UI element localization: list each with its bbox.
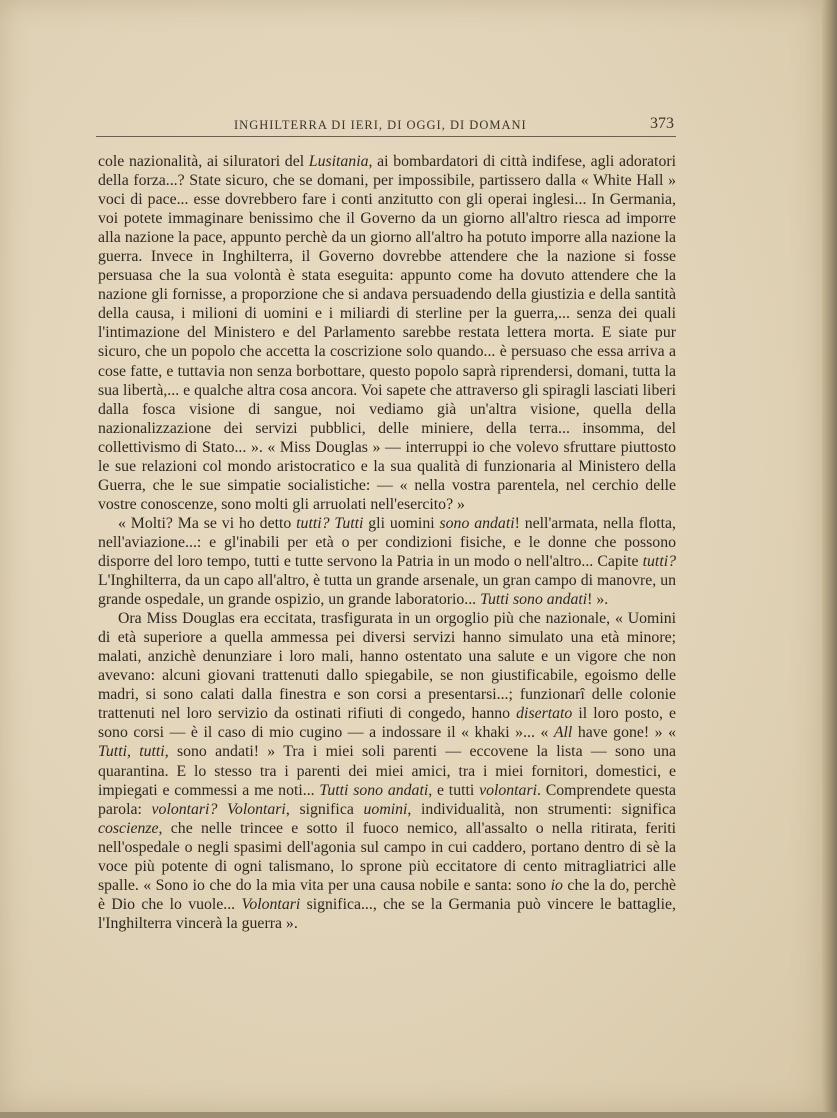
text-run: ! ». (587, 591, 609, 609)
text-run: L'Inghilterra, da un capo all'altro, è tutta un grande arsenale, un gran campo di manovre, un grande ospedale, un grande ospizio, un grande laboratorio... (98, 572, 676, 609)
text-run: cole nazionalità, ai siluratori del (98, 153, 309, 170)
body-text (98, 152, 676, 933)
paragraph-3 (98, 609, 676, 933)
text-run: , sono andati! » Tra i miei soli parenti — eccovene la lista — sono una quarantina. E lo stesso tra i parenti dei miei amici, tra i miei fornitori, domestici, e impiegati e commessi a me noti... (98, 743, 676, 799)
text-run: , ai bombardatori di città indifese, agli adoratori della forza...? State sicuro, che se domani, per impossibile, partissero dalla « White Hall » voci di pace... esse dovrebbero fare i conti anzitutto con gli operai inglesi... In Germania, voi potete immaginare benissimo che il Governo da un giorno all'altro riesca ad imporre alla nazione la pace, appunto perchè da un giorno all'altro ha potuto imporre alla nazione la guerra. Invece in Inghilterra, il Governo dovrebbe attendere che la nazione si fosse persuasa che la sua volontà è stata eseguita: appunto come ha dovuto attendere che la nazione gli fornisse, a proporzione che si andava persuadendo della giustizia e della santità della causa, i milioni di uomini e i miliardi di sterline per la guerra,... senza dei quali l'intimazione del Ministero e del Parlamento sarebbe restata lettera morta. E siate pur sicuro, che un popolo che accetta la coscrizione solo quando... è persuaso che essa arriva a cose fatte, e tuttavia non senza borbottare, questo popolo saprà riprendersi, domani, tutta la sua libertà,... e qualche altra cosa ancora. Voi sapete che attraverso gli spiragli lasciati liberi dalla fosca visione di sangue, noi vediamo già un'altra visione, quella della nazionalizzazione dei servizi pubblici, delle miniere, della terra... insomma, del collettivismo di Stato... ». « Miss Douglas » — interruppi io che volevo sfruttare piuttosto le sue relazioni col mondo aristocratico e la sua qualità di funzionaria al Ministero della Guerra, che le sue simpatie socialistiche: — « nella vostra parentela, nel cerchio delle vostre conoscenze, sono molti gli arruolati nell'esercito? » (98, 153, 676, 513)
page-bottom-edge (0, 1112, 837, 1118)
header-rule (96, 136, 676, 137)
text-run: have gone! » « (572, 724, 676, 742)
text-run: che la do, perchè è Dio che lo vuole... (98, 876, 676, 913)
running-head: INGHILTERRA DI IERI, DI OGGI, DI DOMANI (234, 118, 527, 132)
text-run: ! nell'armata, nella flotta, nell'aviazione...: e gl'inabili per età o per condizioni fisiche, e le donne che possono disporre del loro tempo, tutti e tutte servono la Patria in un modo o nell'altro... Capite (98, 514, 676, 570)
italic-run: Tutti sono andati (319, 781, 429, 799)
italic-run: io (550, 876, 563, 894)
italic-run: Tutti, tutti (98, 743, 165, 761)
italic-run: coscienze (98, 819, 159, 837)
text-run: gli uomini (363, 514, 440, 532)
italic-run: volontari (479, 781, 537, 799)
text-run: significa..., che se la Germania può vincere le battaglie, l'Inghilterra vincerà la guerra ». (98, 895, 676, 932)
italic-run: Lusitania (308, 153, 369, 170)
paragraph-1 (98, 152, 676, 514)
text-run: « Molti? Ma se vi ho detto (118, 514, 297, 532)
italic-run: disertato (516, 705, 573, 723)
text-run: Ora Miss Douglas era eccitata, trasfigurata in un orgoglio più che nazionale, « Uomini di età superiore a quella ammessa pei diversi servizi hanno simulato una età minore; malati, anzichè denunziare i loro mali, hanno ostentato una salute e un vigore che non avevano: alcuni giovani trattenuti dallo spiegabile, se non giustificabile, egoismo delle madri, si sono calati dalla finestra e son corsi a presentarsi...; funzionarî delle colonie trattenuti nel loro servizio da ostinati rifiuti di congedo, hanno (98, 610, 676, 723)
italic-run: volontari? Volontari (151, 800, 286, 818)
page-header (96, 114, 676, 136)
text-run: , significa (285, 800, 364, 818)
text-run: . Comprendete questa parola: (98, 781, 676, 818)
page-edge (822, 0, 837, 1118)
text-run: , che nelle trincee e sotto il fuoco nemico, all'assalto o nella ritirata, feriti nell'ospedale o negli spasimi dell'agonia sul campo in cui caddero, portano dentro di sè la voce più potente di ogni talismano, lo sprone più eccitatore di cento mitragliatrici alle spalle. « Sono io che do la mia vita per una causa nobile e santa: sono (98, 819, 676, 894)
italic-run: uomini (363, 800, 408, 818)
italic-run: sono andati (439, 514, 515, 532)
italic-run: tutti? Tutti (296, 514, 364, 532)
italic-run: Tutti sono andati (480, 591, 588, 609)
italic-run: tutti? (642, 552, 676, 570)
italic-run: All (553, 724, 573, 742)
text-run: il loro posto, e sono corsi — è il caso di mio cugino — a indossare il « khaki »... « (98, 705, 676, 742)
page-number: 373 (650, 115, 674, 132)
text-run: , individualità, non strumenti: significa (407, 800, 676, 818)
text-run: , e tutti (428, 781, 480, 799)
italic-run: Volontari (241, 895, 301, 913)
paragraph-2 (98, 514, 676, 609)
